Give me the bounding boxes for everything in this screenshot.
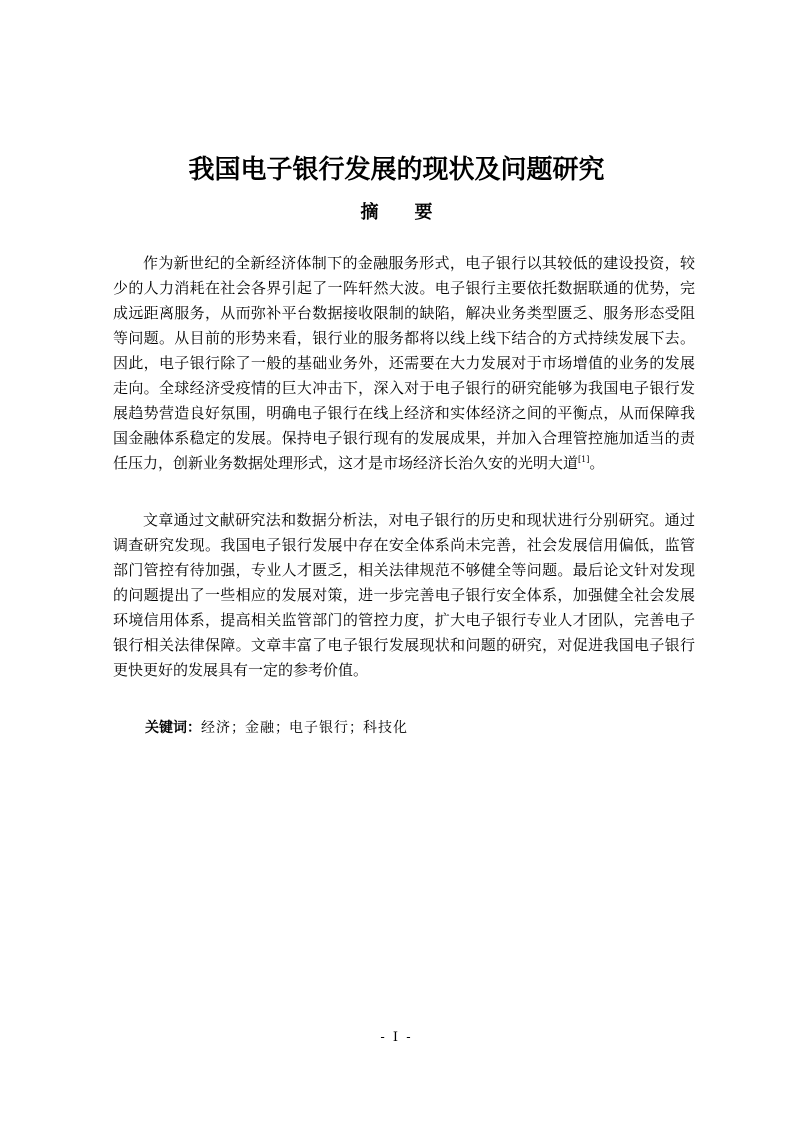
abstract-paragraph-1 (113, 251, 695, 476)
keyword: 经济 (201, 720, 231, 736)
abstract-paragraph-2 (113, 508, 695, 683)
keyword: 电子银行 (289, 720, 349, 736)
citation-marker: [1] (578, 455, 590, 464)
paragraph (113, 251, 695, 476)
paragraph (113, 508, 695, 683)
keyword-separator: ； (349, 720, 363, 736)
paragraph-text: 文章通过文献研究法和数据分析法，对电子银行的历史和现状进行分别研究。通过调查研究发现。我国电子银行发展中存在安全体系尚未完善，社会发展信用偏低，监管部门管控有待加强，专业人才匮乏，相关法律规范不够健全等问题。最后论文针对发现的问题提出了一些相应的发展对策，进一步完善电子银行安全体系，加强健全社会发展环境信用体系，提高相关监管部门的管控力度，扩大电子银行专业人才团队，完善电子银行相关法律保障。文章丰富了电子银行发展现状和问题的研究，对促进我国电子银行更快更好的发展具有一定的参考价值。 (113, 511, 695, 679)
page-number: - I - (380, 1030, 413, 1045)
keywords-label: 关键词： (145, 720, 201, 736)
keywords-line (145, 716, 408, 741)
keyword: 金融 (245, 720, 275, 736)
abstract-heading: 摘要 (360, 202, 469, 223)
document-title: 我国电子银行发展的现状及问题研究 (188, 155, 605, 185)
keyword-separator: ； (275, 720, 289, 736)
keyword: 科技化 (363, 720, 408, 736)
paragraph-tail: 。 (589, 454, 605, 472)
keyword-separator: ； (231, 720, 245, 736)
paragraph-text: 作为新世纪的全新经济体制下的金融服务形式，电子银行以其较低的建设投资，较少的人力消耗在社会各界引起了一阵轩然大波。电子银行主要依托数据联通的优势，完成远距离服务，从而弥补平台数据接收限制的缺陷，解决业务类型匮乏、服务形态受阻等问题。从目前的形势来看，银行业的服务都将以线上线下结合的方式持续发展下去。因此，电子银行除了一般的基础业务外，还需要在大力发展对于市场增值的业务的发展走向。全球经济受疫情的巨大冲击下，深入对于电子银行的研究能够为我国电子银行发展趋势营造良好氛围，明确电子银行在线上经济和实体经济之间的平衡点，从而保障我国金融体系稳定的发展。保持电子银行现有的发展成果，并加入合理管控施加适当的责任压力，创新业务数据处理形式，这才是市场经济长治久安的光明大道 (113, 254, 695, 472)
